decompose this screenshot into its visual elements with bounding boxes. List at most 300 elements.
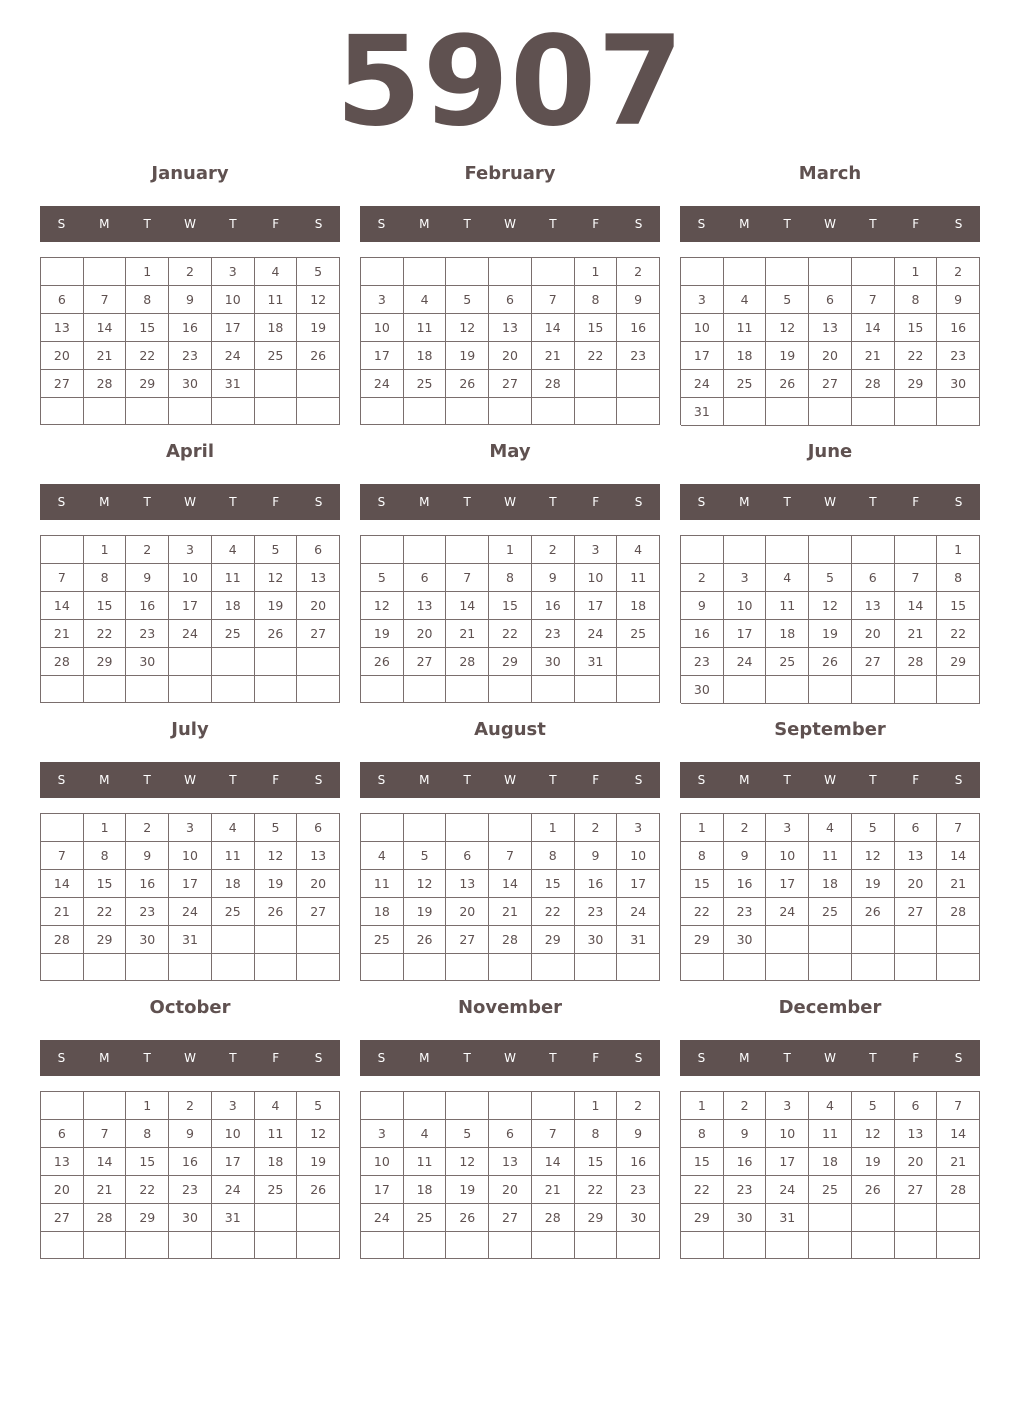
day-cell: 28 xyxy=(937,1176,980,1204)
empty-cell xyxy=(169,954,212,981)
day-cell: 21 xyxy=(84,1176,127,1204)
day-cell: 16 xyxy=(724,1148,767,1176)
day-cell: 14 xyxy=(446,592,489,620)
day-cell: 21 xyxy=(937,870,980,898)
month-name: June xyxy=(807,441,853,462)
month-july xyxy=(40,716,340,986)
day-cell: 21 xyxy=(446,620,489,648)
empty-cell xyxy=(724,258,767,286)
day-cell: 11 xyxy=(361,870,404,898)
day-cell: 20 xyxy=(489,1176,532,1204)
day-cell: 7 xyxy=(84,1120,127,1148)
weekday-header xyxy=(680,206,980,242)
day-cell: 25 xyxy=(766,648,809,676)
day-cell: 6 xyxy=(41,286,84,314)
empty-cell xyxy=(681,258,724,286)
empty-cell xyxy=(766,926,809,954)
empty-cell xyxy=(617,676,660,703)
day-cell: 28 xyxy=(937,898,980,926)
day-cell: 7 xyxy=(895,564,938,592)
weekday-label: S xyxy=(314,495,323,509)
empty-cell xyxy=(84,954,127,981)
day-cell: 22 xyxy=(532,898,575,926)
weekday-header xyxy=(360,484,660,520)
day-cell: 27 xyxy=(895,1176,938,1204)
day-cell: 11 xyxy=(724,314,767,342)
empty-cell xyxy=(446,258,489,286)
day-cell: 19 xyxy=(852,1148,895,1176)
empty-cell xyxy=(895,676,938,704)
weekday-label: M xyxy=(739,1051,750,1065)
day-cell: 10 xyxy=(766,842,809,870)
day-cell: 9 xyxy=(575,842,618,870)
weekday-label: S xyxy=(697,217,706,231)
empty-cell xyxy=(724,676,767,704)
day-cell: 17 xyxy=(766,870,809,898)
day-cell: 30 xyxy=(937,370,980,398)
weekday-header xyxy=(680,762,980,798)
day-cell: 14 xyxy=(41,592,84,620)
day-cell: 10 xyxy=(169,564,212,592)
day-grid xyxy=(680,257,980,425)
day-grid xyxy=(680,535,980,703)
empty-cell xyxy=(126,954,169,981)
day-cell: 4 xyxy=(617,536,660,564)
weekday-label: T xyxy=(549,773,557,787)
day-cell: 15 xyxy=(575,314,618,342)
day-cell: 2 xyxy=(937,258,980,286)
empty-cell xyxy=(41,954,84,981)
day-cell: 1 xyxy=(575,1092,618,1120)
empty-cell xyxy=(297,1204,340,1232)
empty-cell xyxy=(361,398,404,425)
weekday-label: M xyxy=(99,217,110,231)
day-cell: 23 xyxy=(681,648,724,676)
day-cell: 8 xyxy=(489,564,532,592)
day-cell: 13 xyxy=(895,1120,938,1148)
day-cell: 29 xyxy=(681,1204,724,1232)
day-cell: 12 xyxy=(852,842,895,870)
day-cell: 12 xyxy=(446,1148,489,1176)
day-cell: 18 xyxy=(766,620,809,648)
day-cell: 11 xyxy=(809,842,852,870)
weekday-label: S xyxy=(377,217,386,231)
day-cell: 1 xyxy=(489,536,532,564)
empty-cell xyxy=(404,258,447,286)
day-cell: 18 xyxy=(617,592,660,620)
weekday-label: T xyxy=(143,1051,151,1065)
day-cell: 8 xyxy=(84,842,127,870)
empty-cell xyxy=(937,398,980,426)
day-cell: 9 xyxy=(126,564,169,592)
day-cell: 27 xyxy=(809,370,852,398)
day-cell: 30 xyxy=(575,926,618,954)
day-cell: 5 xyxy=(446,1120,489,1148)
day-cell: 31 xyxy=(212,370,255,398)
day-cell: 9 xyxy=(724,842,767,870)
day-cell: 14 xyxy=(895,592,938,620)
day-cell: 23 xyxy=(617,342,660,370)
weekday-label: S xyxy=(697,773,706,787)
weekday-label: W xyxy=(504,773,516,787)
empty-cell xyxy=(852,1204,895,1232)
day-cell: 7 xyxy=(489,842,532,870)
day-cell: 24 xyxy=(361,370,404,398)
day-cell: 22 xyxy=(937,620,980,648)
day-cell: 28 xyxy=(895,648,938,676)
month-november xyxy=(360,994,660,1264)
day-cell: 12 xyxy=(446,314,489,342)
weekday-label: T xyxy=(869,495,877,509)
day-cell: 13 xyxy=(404,592,447,620)
day-cell: 7 xyxy=(852,286,895,314)
day-cell: 5 xyxy=(766,286,809,314)
day-cell: 27 xyxy=(297,898,340,926)
day-cell: 17 xyxy=(361,1176,404,1204)
day-cell: 10 xyxy=(766,1120,809,1148)
weekday-label: M xyxy=(419,495,430,509)
day-cell: 30 xyxy=(532,648,575,676)
day-cell: 27 xyxy=(297,620,340,648)
empty-cell xyxy=(446,676,489,703)
empty-cell xyxy=(895,926,938,954)
empty-cell xyxy=(766,258,809,286)
day-cell: 23 xyxy=(532,620,575,648)
day-cell: 22 xyxy=(84,620,127,648)
weekday-label: S xyxy=(57,217,66,231)
empty-cell xyxy=(575,954,618,981)
day-cell: 19 xyxy=(297,314,340,342)
empty-cell xyxy=(852,536,895,564)
weekday-label: S xyxy=(634,773,643,787)
day-grid xyxy=(360,813,660,981)
day-cell: 8 xyxy=(575,1120,618,1148)
day-cell: 20 xyxy=(297,592,340,620)
empty-cell xyxy=(617,648,660,676)
month-february xyxy=(360,160,660,430)
day-cell: 9 xyxy=(937,286,980,314)
month-june xyxy=(680,438,980,708)
empty-cell xyxy=(404,536,447,564)
day-cell: 4 xyxy=(404,1120,447,1148)
weekday-label: T xyxy=(143,773,151,787)
empty-cell xyxy=(617,370,660,398)
empty-cell xyxy=(255,954,298,981)
day-cell: 25 xyxy=(212,620,255,648)
day-cell: 3 xyxy=(361,286,404,314)
empty-cell xyxy=(895,954,938,981)
day-cell: 13 xyxy=(489,1148,532,1176)
weekday-label: T xyxy=(463,773,471,787)
day-cell: 17 xyxy=(724,620,767,648)
empty-cell xyxy=(169,1232,212,1259)
empty-cell xyxy=(937,1232,980,1259)
empty-cell xyxy=(41,398,84,425)
empty-cell xyxy=(532,258,575,286)
day-cell: 23 xyxy=(724,898,767,926)
day-cell: 28 xyxy=(41,648,84,676)
empty-cell xyxy=(489,398,532,425)
month-name: August xyxy=(474,719,546,740)
day-cell: 24 xyxy=(681,370,724,398)
weekday-label: F xyxy=(912,1051,920,1065)
day-cell: 27 xyxy=(41,370,84,398)
empty-cell xyxy=(41,676,84,703)
day-cell: 25 xyxy=(617,620,660,648)
empty-cell xyxy=(852,398,895,426)
day-cell: 21 xyxy=(937,1148,980,1176)
day-cell: 14 xyxy=(532,1148,575,1176)
weekday-label: S xyxy=(634,217,643,231)
day-cell: 13 xyxy=(446,870,489,898)
day-cell: 1 xyxy=(84,814,127,842)
month-september xyxy=(680,716,980,986)
day-cell: 25 xyxy=(404,1204,447,1232)
weekday-label: T xyxy=(143,217,151,231)
weekday-header xyxy=(40,762,340,798)
day-cell: 20 xyxy=(809,342,852,370)
day-cell: 4 xyxy=(766,564,809,592)
weekday-label: S xyxy=(314,1051,323,1065)
day-cell: 12 xyxy=(297,286,340,314)
empty-cell xyxy=(724,398,767,426)
day-cell: 26 xyxy=(404,926,447,954)
day-cell: 26 xyxy=(766,370,809,398)
empty-cell xyxy=(532,1232,575,1259)
day-cell: 29 xyxy=(126,370,169,398)
empty-cell xyxy=(766,954,809,981)
day-cell: 6 xyxy=(895,1092,938,1120)
day-cell: 12 xyxy=(255,842,298,870)
day-cell: 9 xyxy=(724,1120,767,1148)
weekday-header xyxy=(360,1040,660,1076)
empty-cell xyxy=(84,258,127,286)
day-cell: 28 xyxy=(532,370,575,398)
month-name: May xyxy=(489,441,531,462)
day-cell: 25 xyxy=(255,1176,298,1204)
weekday-label: T xyxy=(549,217,557,231)
empty-cell xyxy=(937,926,980,954)
day-cell: 24 xyxy=(212,1176,255,1204)
day-cell: 24 xyxy=(575,620,618,648)
empty-cell xyxy=(575,370,618,398)
empty-cell xyxy=(446,398,489,425)
day-cell: 29 xyxy=(84,926,127,954)
empty-cell xyxy=(532,676,575,703)
day-cell: 21 xyxy=(895,620,938,648)
day-cell: 3 xyxy=(212,1092,255,1120)
day-cell: 1 xyxy=(575,258,618,286)
weekday-label: F xyxy=(272,773,280,787)
day-cell: 9 xyxy=(126,842,169,870)
day-grid xyxy=(360,257,660,425)
day-cell: 11 xyxy=(404,1148,447,1176)
day-cell: 22 xyxy=(84,898,127,926)
weekday-label: S xyxy=(57,1051,66,1065)
day-cell: 14 xyxy=(41,870,84,898)
day-cell: 2 xyxy=(126,536,169,564)
day-cell: 18 xyxy=(212,592,255,620)
weekday-label: F xyxy=(912,773,920,787)
empty-cell xyxy=(809,1204,852,1232)
day-cell: 24 xyxy=(766,1176,809,1204)
weekday-label: T xyxy=(869,773,877,787)
day-cell: 11 xyxy=(809,1120,852,1148)
day-cell: 8 xyxy=(532,842,575,870)
day-cell: 29 xyxy=(575,1204,618,1232)
day-cell: 13 xyxy=(297,564,340,592)
weekday-label: T xyxy=(463,217,471,231)
day-cell: 4 xyxy=(724,286,767,314)
empty-cell xyxy=(895,536,938,564)
day-cell: 6 xyxy=(41,1120,84,1148)
day-cell: 14 xyxy=(489,870,532,898)
month-january xyxy=(40,160,340,430)
day-cell: 15 xyxy=(575,1148,618,1176)
empty-cell xyxy=(255,648,298,676)
empty-cell xyxy=(489,676,532,703)
empty-cell xyxy=(617,1232,660,1259)
day-cell: 20 xyxy=(41,342,84,370)
day-cell: 3 xyxy=(681,286,724,314)
day-cell: 13 xyxy=(41,1148,84,1176)
day-cell: 8 xyxy=(895,286,938,314)
weekday-label: W xyxy=(824,1051,836,1065)
day-cell: 1 xyxy=(84,536,127,564)
empty-cell xyxy=(852,926,895,954)
weekday-label: S xyxy=(954,1051,963,1065)
day-cell: 21 xyxy=(84,342,127,370)
day-cell: 8 xyxy=(937,564,980,592)
day-cell: 5 xyxy=(852,1092,895,1120)
weekday-label: T xyxy=(869,217,877,231)
day-cell: 29 xyxy=(895,370,938,398)
day-cell: 17 xyxy=(617,870,660,898)
weekday-label: S xyxy=(57,495,66,509)
day-cell: 11 xyxy=(212,842,255,870)
weekday-label: T xyxy=(783,1051,791,1065)
day-cell: 26 xyxy=(255,898,298,926)
month-december xyxy=(680,994,980,1264)
empty-cell xyxy=(169,398,212,425)
day-cell: 11 xyxy=(404,314,447,342)
weekday-header xyxy=(680,1040,980,1076)
month-name: November xyxy=(457,997,563,1018)
day-grid xyxy=(360,535,660,703)
day-cell: 28 xyxy=(41,926,84,954)
day-cell: 20 xyxy=(852,620,895,648)
day-cell: 20 xyxy=(446,898,489,926)
weekday-label: W xyxy=(824,773,836,787)
day-cell: 15 xyxy=(126,1148,169,1176)
empty-cell xyxy=(212,1232,255,1259)
day-cell: 17 xyxy=(361,342,404,370)
empty-cell xyxy=(575,398,618,425)
weekday-label: F xyxy=(272,1051,280,1065)
day-cell: 29 xyxy=(937,648,980,676)
weekday-label: M xyxy=(419,1051,430,1065)
day-cell: 22 xyxy=(489,620,532,648)
day-cell: 28 xyxy=(84,370,127,398)
day-cell: 27 xyxy=(41,1204,84,1232)
empty-cell xyxy=(126,676,169,703)
empty-cell xyxy=(532,954,575,981)
empty-cell xyxy=(724,536,767,564)
day-cell: 12 xyxy=(404,870,447,898)
day-cell: 3 xyxy=(361,1120,404,1148)
weekday-label: S xyxy=(954,773,963,787)
weekday-header xyxy=(680,484,980,520)
day-cell: 5 xyxy=(297,1092,340,1120)
empty-cell xyxy=(297,370,340,398)
day-cell: 2 xyxy=(681,564,724,592)
day-cell: 16 xyxy=(126,592,169,620)
day-cell: 26 xyxy=(446,370,489,398)
empty-cell xyxy=(809,926,852,954)
empty-cell xyxy=(84,1092,127,1120)
day-cell: 31 xyxy=(575,648,618,676)
empty-cell xyxy=(809,258,852,286)
weekday-label: F xyxy=(592,1051,600,1065)
empty-cell xyxy=(404,676,447,703)
day-cell: 14 xyxy=(937,842,980,870)
day-cell: 5 xyxy=(361,564,404,592)
day-cell: 10 xyxy=(361,1148,404,1176)
month-name: September xyxy=(774,719,886,740)
empty-cell xyxy=(212,926,255,954)
empty-cell xyxy=(361,814,404,842)
empty-cell xyxy=(297,954,340,981)
empty-cell xyxy=(41,258,84,286)
day-cell: 3 xyxy=(575,536,618,564)
day-cell: 19 xyxy=(852,870,895,898)
day-cell: 6 xyxy=(489,1120,532,1148)
empty-cell xyxy=(681,1232,724,1259)
day-cell: 15 xyxy=(681,1148,724,1176)
day-cell: 15 xyxy=(126,314,169,342)
day-cell: 10 xyxy=(361,314,404,342)
day-cell: 26 xyxy=(809,648,852,676)
day-cell: 16 xyxy=(169,1148,212,1176)
day-grid xyxy=(40,257,340,425)
weekday-label: F xyxy=(912,495,920,509)
weekday-label: W xyxy=(184,773,196,787)
day-cell: 31 xyxy=(212,1204,255,1232)
day-cell: 23 xyxy=(126,620,169,648)
day-cell: 12 xyxy=(297,1120,340,1148)
empty-cell xyxy=(255,1232,298,1259)
month-name: December xyxy=(778,997,882,1018)
day-cell: 7 xyxy=(937,814,980,842)
day-cell: 10 xyxy=(617,842,660,870)
weekday-label: W xyxy=(504,217,516,231)
empty-cell xyxy=(84,676,127,703)
empty-cell xyxy=(937,1204,980,1232)
day-cell: 2 xyxy=(575,814,618,842)
day-cell: 2 xyxy=(126,814,169,842)
day-cell: 16 xyxy=(681,620,724,648)
day-cell: 27 xyxy=(404,648,447,676)
day-cell: 16 xyxy=(575,870,618,898)
day-cell: 2 xyxy=(532,536,575,564)
weekday-label: M xyxy=(99,773,110,787)
empty-cell xyxy=(852,954,895,981)
weekday-label: M xyxy=(739,217,750,231)
day-cell: 5 xyxy=(255,814,298,842)
day-cell: 16 xyxy=(617,314,660,342)
weekday-label: T xyxy=(463,495,471,509)
day-cell: 22 xyxy=(126,1176,169,1204)
